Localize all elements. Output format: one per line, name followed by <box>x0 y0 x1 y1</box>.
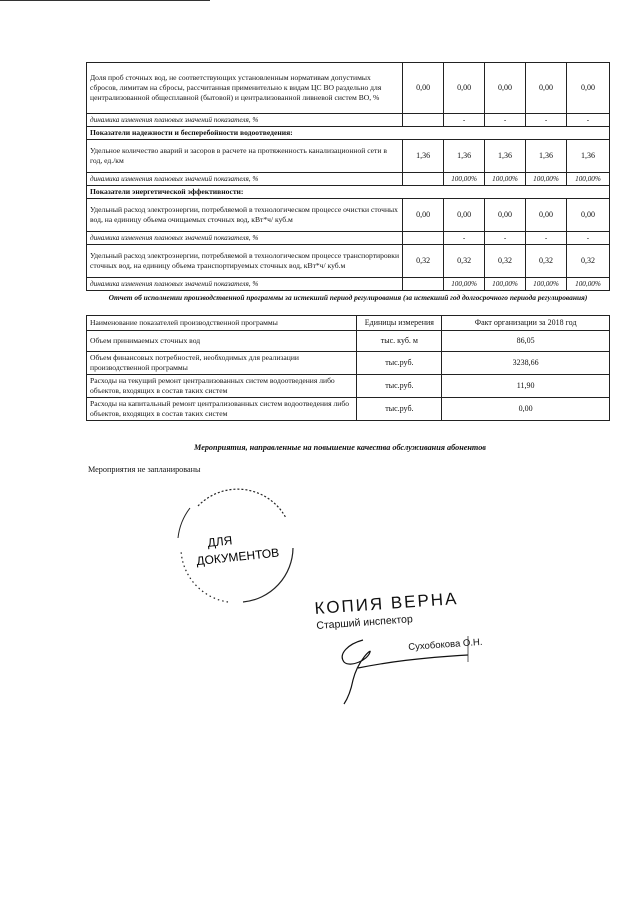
indicator-value: 0,32 <box>403 245 444 278</box>
indicator-value: 1,36 <box>526 140 567 173</box>
section-heading: Показатели энергетической эффективности: <box>87 186 610 199</box>
dynamics-label: динамика изменения плановых значений показателя, % <box>87 232 403 245</box>
program-name: Объем принимаемых сточных вод <box>87 331 357 352</box>
indicator-value: - <box>485 232 526 245</box>
indicator-value: 0,00 <box>444 199 485 232</box>
program-unit: тыс.руб. <box>357 352 442 375</box>
dynamics-label: динамика изменения плановых значений показателя, % <box>87 114 403 127</box>
indicator-value: 0,32 <box>444 245 485 278</box>
certification-role: Старший инспектор <box>316 613 414 632</box>
indicator-value: 0,00 <box>485 63 526 114</box>
indicator-value <box>403 278 444 291</box>
program-header: Факт организации за 2018 год <box>442 316 610 331</box>
indicator-value: 100,00% <box>444 173 485 186</box>
indicator-value: 0,00 <box>403 199 444 232</box>
indicator-value: 0,32 <box>485 245 526 278</box>
certification-title: КОПИЯ ВЕРНА <box>314 588 459 618</box>
indicator-value: 0,00 <box>567 199 610 232</box>
indicator-value: 0,32 <box>526 245 567 278</box>
certification-name: Сухобокова О.Н. <box>408 636 483 653</box>
section-heading: Показатели надежности и бесперебойности водоотведения: <box>87 127 610 140</box>
stamp-line2: ДОКУМЕНТОВ <box>195 545 280 569</box>
indicator-row <box>87 127 610 140</box>
indicator-value: 100,00% <box>567 278 610 291</box>
indicator-label: Удельный расход электроэнергии, потребляемой в технологическом процессе очистки сточных вод, на единицу объема очищаемых сточных вод, кВт*ч/ куб.м <box>87 199 403 232</box>
program-name: Расходы на текущий ремонт централизованных систем водоотведения либо объектов, входящих в состав таких систем <box>87 375 357 398</box>
indicator-value: - <box>444 232 485 245</box>
dynamics-label: динамика изменения плановых значений показателя, % <box>87 278 403 291</box>
indicator-value: 0,00 <box>567 63 610 114</box>
indicator-value: - <box>567 232 610 245</box>
indicator-value: 0,00 <box>526 199 567 232</box>
dynamics-label: динамика изменения плановых значений показателя, % <box>87 173 403 186</box>
program-name: Объем финансовых потребностей, необходимых для реализации производственной программы <box>87 352 357 375</box>
report-note: Отчет об исполнении производственной программы за истекший период регулирования (за истекший год долгосрочного периода регулирования) <box>108 293 588 302</box>
indicator-label: Удельный расход электроэнергии, потребляемой в технологическом процессе транспортировки сточных вод, на единицу объема транспортируемых сточных вод, кВт*ч/ куб.м <box>87 245 403 278</box>
indicator-label: Доля проб сточных вод, не соответствующих установленным нормативам допустимых сбросов, лимитам на сбросы, рассчитанная применительно к видам ЦС ВО раздельно для централизованной общесплавной (бытовой) и централизованной ливневой систем ВО, % <box>87 63 403 114</box>
indicator-row <box>87 140 610 173</box>
indicator-value: 0,00 <box>485 199 526 232</box>
stamp-line1: ДЛЯ <box>206 533 233 550</box>
indicator-row <box>87 199 610 232</box>
indicator-row <box>87 232 610 245</box>
indicator-value: 100,00% <box>444 278 485 291</box>
program-row <box>87 331 610 352</box>
program-table <box>86 315 610 421</box>
indicator-value: - <box>526 232 567 245</box>
program-value: 0,00 <box>442 398 610 421</box>
indicator-row <box>87 63 610 114</box>
program-header: Наименование показателей производственной программы <box>87 316 357 331</box>
program-header: Единицы измерения <box>357 316 442 331</box>
program-row <box>87 352 610 375</box>
indicator-value: 100,00% <box>526 173 567 186</box>
indicator-value <box>403 114 444 127</box>
indicator-value: 1,36 <box>567 140 610 173</box>
measures-title: Мероприятия, направленные на повышение качества обслуживания абонентов <box>194 443 486 452</box>
program-value: 3238,66 <box>442 352 610 375</box>
indicator-value <box>403 232 444 245</box>
top-rule <box>0 0 210 1</box>
indicator-value: 1,36 <box>403 140 444 173</box>
indicator-label: Удельное количество аварий и засоров в расчете на протяженность канализационной сети в год, ед./км <box>87 140 403 173</box>
indicator-value: 0,00 <box>444 63 485 114</box>
indicator-value: - <box>444 114 485 127</box>
program-row <box>87 398 610 421</box>
indicator-value: - <box>526 114 567 127</box>
measures-text: Мероприятия не запланированы <box>88 465 201 474</box>
indicator-row <box>87 173 610 186</box>
indicators-table <box>86 62 610 291</box>
indicator-row <box>87 186 610 199</box>
indicator-value: 100,00% <box>485 173 526 186</box>
program-unit: тыс.руб. <box>357 375 442 398</box>
indicator-value: 100,00% <box>526 278 567 291</box>
program-value: 11,90 <box>442 375 610 398</box>
indicator-value: - <box>485 114 526 127</box>
indicator-value: 0,32 <box>567 245 610 278</box>
indicator-value: 1,36 <box>485 140 526 173</box>
indicator-value: 0,00 <box>526 63 567 114</box>
indicator-value: 100,00% <box>567 173 610 186</box>
program-unit: тыс. куб. м <box>357 331 442 352</box>
program-unit: тыс.руб. <box>357 398 442 421</box>
indicator-row <box>87 278 610 291</box>
indicator-value: 100,00% <box>485 278 526 291</box>
program-name: Расходы на капитальный ремонт централизованных систем водоотведения либо объектов, входящих в состав таких систем <box>87 398 357 421</box>
program-value: 86,05 <box>442 331 610 352</box>
indicator-row <box>87 114 610 127</box>
indicator-row <box>87 245 610 278</box>
stamp <box>168 478 303 613</box>
indicator-value: 0,00 <box>403 63 444 114</box>
program-row <box>87 375 610 398</box>
indicator-value: - <box>567 114 610 127</box>
indicator-value <box>403 173 444 186</box>
indicator-value: 1,36 <box>444 140 485 173</box>
